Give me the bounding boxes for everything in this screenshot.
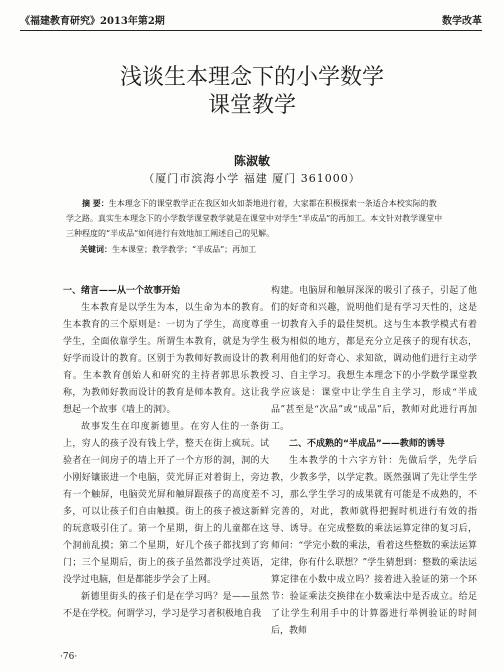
paragraph: 生本教学的十六字方针：先做后学，先学后教，少教多学，以学定教。既然强调了先让学生学习，那么学生学习的成果就有可能是不成熟的，不完善的，对此，教师就得把握时机进行有效的指导、诱导。在完成整数的乘法运算定律的复习后，师问：“学完小数的乘法，看着这些整数的乘法运算定律，你有什么联想？”学生猜想到：整数的乘法运算定律在小数中成立吗？接着进入验证的第一个环节：验证乘法交换律在小数乘法中是否成立。给足了让学生利用手中的计算器进行举例验证的时间后，教师	[271, 456, 477, 636]
title-line-2: 课堂教学	[207, 93, 296, 118]
abstract-label: 摘 要：	[82, 199, 109, 208]
keywords-text: 生本课堂；教学教学；“半成品”；再加工	[112, 245, 257, 254]
journal-name: 《福建教育研究》2013年第2期	[20, 16, 165, 27]
running-header	[20, 12, 482, 26]
author-name: 陈淑敏	[233, 154, 270, 168]
paragraph: 故事发生在印度新德里。在穷人住的一条街上，穷人的孩子没有钱上学，整天在街上疯玩。试验者在一间房子的墙上开了一个方形的洞，洞的大小刚好镶嵌进一个电脑，荧光屏正对着街上，旁边有一个触屏，电脑荧光屏和触屏跟孩子的高度差不多，可以让孩子们自由触摸。街上的孩子被这新鲜的玩意吸引住了。第一个星期，街上的儿童都在这个洞前乱摸；第二个星期，好几个孩子都找到了窍门；三个星期后，街上的孩子虽然都没学过英语，没学过电脑，但是都能步学会了上网。	[63, 422, 269, 585]
section-heading-1: 一、绪言——从一个故事开始	[63, 286, 181, 296]
author-affiliation: （厦门市滨海小学 福建 厦门 361000）	[143, 172, 361, 185]
abstract-text: 生本理念下的课堂教学正在我区如火如荼地进行着，大家都在积极探索一条适合本校实际的教学之路。真实生本理念下的小学数学课堂教学就是在课堂中对学生“半成品”的再加工。本文针对教学课堂中三种程度的“半成品”如何进行有效地加工阐述自己的见解。	[66, 199, 443, 238]
keywords	[80, 244, 444, 255]
column-name: 数学改革	[442, 16, 482, 27]
paragraph: 生本教育是以学生为本，以生命为本的教育。生本教育的三个原则是：一切为了学生，高度尊重学生，全面依靠学生。所谓生本教育，就是为学生好学而设计的教育。区别于为教师好教而设计的教育。生本教育创始人和研究的主持者郭思乐教授称，为教师好教而设计的教育是师本教育。这让我想起一个故事《墙上的洞》。	[63, 303, 269, 415]
header-rule	[20, 30, 482, 31]
abstract	[66, 196, 444, 241]
section-heading-2: 二、不成熟的“半成品”——教师的诱导	[289, 439, 445, 449]
title-line-1: 浅谈生本理念下的小学数学	[119, 65, 384, 90]
paragraph: 新德里街头的孩子们是在学习吗？是——虽然不是在学校。何谓学习，学习是学习者积极地自我	[63, 592, 269, 619]
keywords-label: 关键词：	[80, 245, 112, 254]
article-title	[0, 64, 504, 120]
body-column-right	[271, 283, 477, 640]
page-number: ·76·	[60, 652, 78, 662]
paragraph: 构建。电脑屏和触屏深深的吸引了孩子，引起了他们的好奇和兴趣，说明他们是有学习天性的，这是一切教育入手的最佳契机。这与生本教学模式有着极为相似的地方，都是充分立足孩子的现有状态，利用他们的好奇心、求知欲，调动他们进行主动学习、自主学习。我想生本理念下的小学数学课堂教学应该是：课堂中让学生自主学习，形成“半成品”甚至是“次品”或“成品”后，教师对此进行再加工。	[271, 286, 477, 432]
body-column-left	[63, 283, 269, 623]
